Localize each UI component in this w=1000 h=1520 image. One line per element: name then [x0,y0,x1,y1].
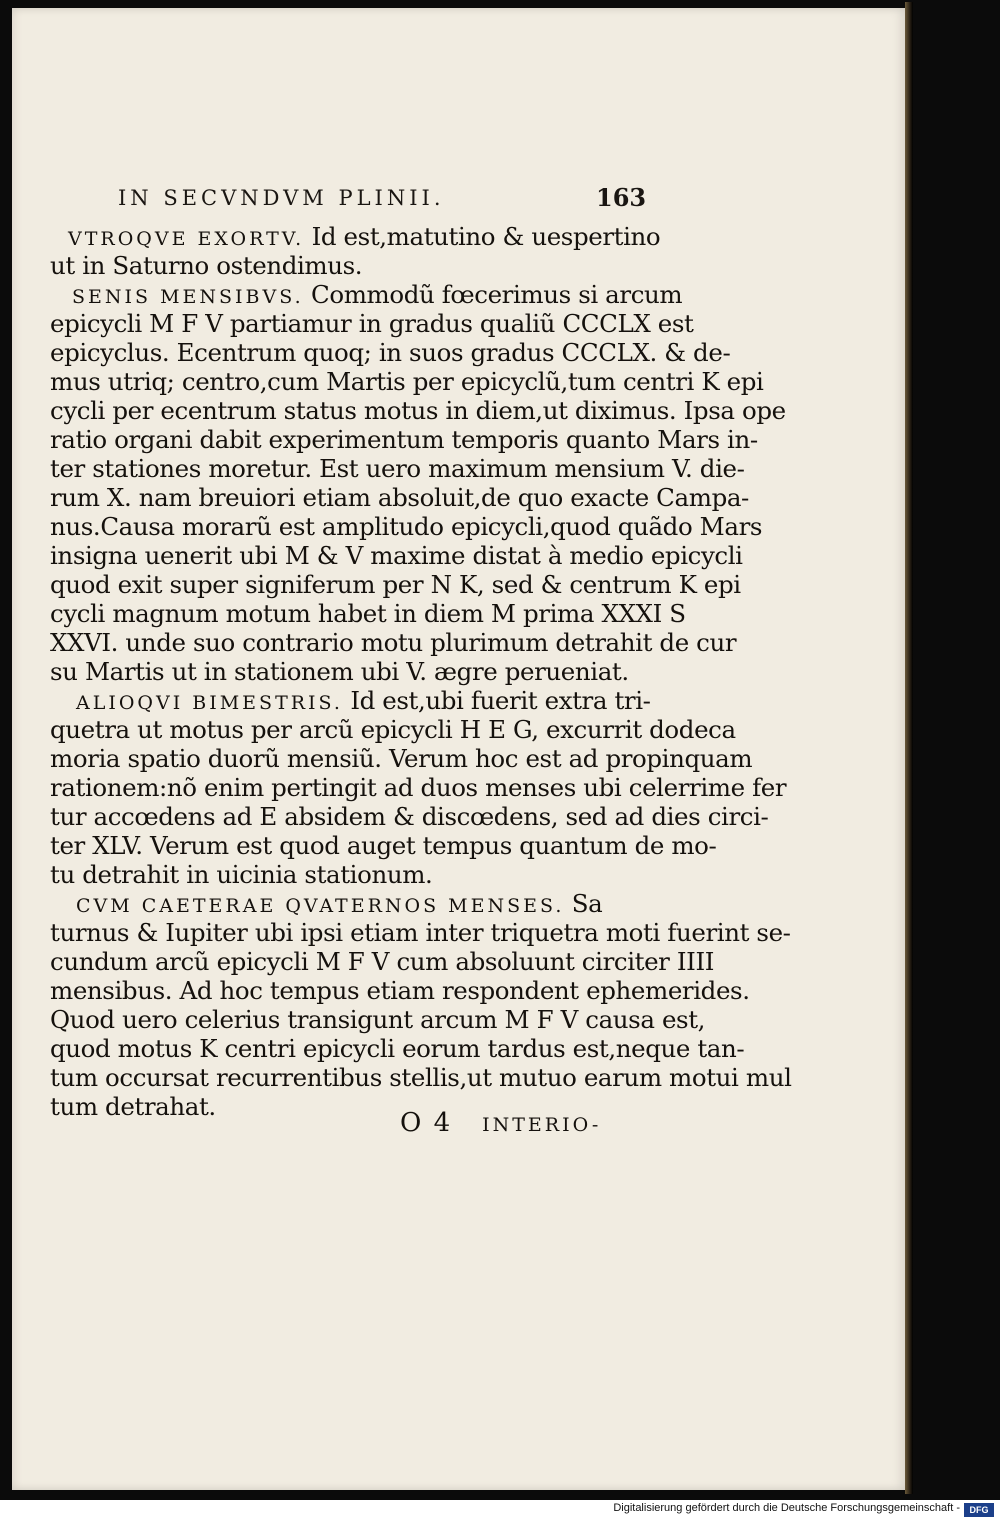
text-line: tur accœdens ad E absidem & discœdens, sed ad dies circi- [50,802,769,831]
text-line: cycli per ecentrum status motus in diem,ut diximus. Ipsa ope [50,396,786,425]
running-title: IN SECVNDVM PLINII. [118,186,445,210]
text-line: ter stationes moretur. Est uero maximum mensium V. die- [50,454,745,483]
text-line: quod exit super signiferum per N K, sed & centrum K epi [50,570,741,599]
signature-mark: O 4 [400,1108,453,1138]
text-line: tum detrahat. [50,1092,216,1121]
page-number: 163 [596,183,647,212]
text-line: moria spatio duorũ mensiũ. Verum hoc est ad propinquam [50,744,753,773]
text-line: quetra ut motus per arcũ epicycli H E G, excurrit dodeca [50,715,736,744]
page-edge [905,2,913,1494]
text-line: epicyclus. Ecentrum quoq; in suos gradus CCCLX. & de- [50,338,731,367]
text-line: cycli magnum motum habet in diem M prima XXXI S [50,599,686,628]
text-line: ALIOQVI BIMESTRIS. Id est,ubi fuerit extra tri- [76,686,651,715]
text-line: cundum arcũ epicycli M F V cum absoluunt circiter IIII [50,947,714,976]
text-line: mus utriq; centro,cum Martis per epicyclũ,tum centri K epi [50,367,764,396]
lemma: CVM CAETERAE QVATERNOS MENSES. [76,895,565,917]
dfg-logo: DFG [964,1503,994,1517]
text-line: Quod uero celerius transigunt arcum M F V causa est, [50,1005,706,1034]
text-line: turnus & Iupiter ubi ipsi etiam inter triquetra moti fuerint se- [50,918,791,947]
text-line: mensibus. Ad hoc tempus etiam respondent ephemerides. [50,976,750,1005]
text-line: SENIS MENSIBVS. Commodũ fœcerimus si arcum [72,280,683,309]
lemma: VTROQVE EXORTV. [68,228,305,250]
text-line: CVM CAETERAE QVATERNOS MENSES. Sa [76,889,603,918]
digitization-footer [0,1500,1000,1520]
text-line: VTROQVE EXORTV. Id est,matutino & uespertino [68,222,661,251]
text-line: tum occursat recurrentibus stellis,ut mutuo earum motui mul [50,1063,792,1092]
lemma: SENIS MENSIBVS. [72,286,304,308]
lemma: ALIOQVI BIMESTRIS. [76,692,343,714]
text-line: rum X. nam breuiori etiam absoluit,de quo exacte Campa- [50,483,749,512]
text-line: su Martis ut in stationem ubi V. ægre perueniat. [50,657,629,686]
text-line: epicycli M F V partiamur in gradus qualiũ CCCLX est [50,309,694,338]
text-line: quod motus K centri epicycli eorum tardus est,neque tan- [50,1034,745,1063]
text-line: insigna uenerit ubi M & V maxime distat à medio epicycli [50,541,743,570]
text-line: XXVI. unde suo contrario motu plurimum detrahit de cur [50,628,737,657]
text-line: tu detrahit in uicinia stationum. [50,860,433,889]
running-header [78,180,658,220]
catchword: INTERIO- [482,1114,602,1136]
catchline [400,1108,601,1138]
footer-credit: Digitalisierung gefördert durch die Deutsche Forschungsgemeinschaft - [613,1502,960,1514]
text-line: rationem:nõ enim pertingit ad duos menses ubi celerrime fer [50,773,787,802]
text-line: ut in Saturno ostendimus. [50,251,363,280]
text-line: ratio organi dabit experimentum temporis quanto Mars in- [50,425,758,454]
text-line: nus.Causa morarũ est amplitudo epicycli,quod quãdo Mars [50,512,763,541]
text-line: ter XLV. Verum est quod auget tempus quantum de mo- [50,831,717,860]
